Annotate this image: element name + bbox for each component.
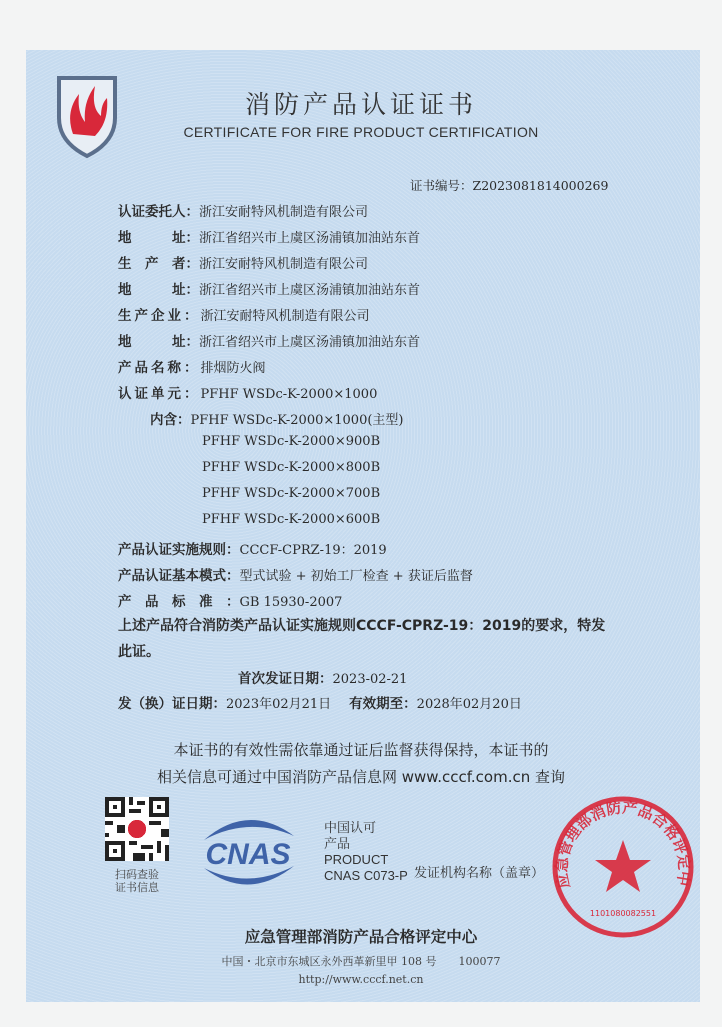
issuing-organization: 应急管理部消防产品合格评定中心 bbox=[244, 928, 478, 946]
qr-caption: 扫码查验 证书信息 bbox=[115, 868, 159, 894]
svg-text:1101080082551: 1101080082551 bbox=[589, 909, 657, 918]
field-label: 地 址： bbox=[118, 334, 199, 350]
field-label: 地 址： bbox=[118, 230, 199, 246]
notice-line-2: 相关信息可通过中国消防产品信息网 www.cccf.com.cn 查询 bbox=[157, 768, 565, 786]
mode-row: 产品认证基本模式：型式试验 + 初始工厂检查 + 获证后监督 bbox=[118, 568, 473, 584]
seal-caption: 发证机构名称（盖章） bbox=[414, 866, 545, 881]
field-row bbox=[118, 330, 420, 350]
field-value: 浙江省绍兴市上虞区汤浦镇加油站东首 bbox=[199, 335, 421, 350]
field-row bbox=[118, 200, 368, 220]
field-row bbox=[118, 278, 420, 298]
field-label: 生产企业： bbox=[118, 308, 201, 324]
cnas-accreditation-text: 中国认可 产品 PRODUCT CNAS C073-P bbox=[324, 820, 408, 883]
valid-until-value: 2028年02月20日 bbox=[416, 697, 522, 712]
field-row bbox=[118, 304, 370, 324]
issue-date-row: 发（换）证日期：2023年02月21日 有效期至：2028年02月20日 bbox=[118, 692, 522, 712]
field-label: 产品名称： bbox=[118, 360, 201, 376]
svg-text:CNAS: CNAS bbox=[205, 838, 291, 871]
official-seal-stamp bbox=[548, 792, 698, 946]
contains-label: 内含： bbox=[150, 412, 191, 428]
cnas-logo bbox=[190, 810, 306, 898]
contains-item: PFHF WSDc-K-2000×900B bbox=[202, 434, 381, 449]
field-row bbox=[118, 356, 266, 376]
contains-row bbox=[150, 408, 403, 428]
valid-until-label: 有效期至： bbox=[349, 696, 417, 712]
field-row bbox=[118, 226, 420, 246]
organization-address: 中国・北京市东城区永外西革新里甲 108 号 100077 bbox=[221, 955, 501, 968]
field-value: 浙江安耐特风机制造有限公司 bbox=[200, 309, 370, 324]
certificate-number bbox=[410, 176, 608, 194]
certificate-title: 消防产品认证证书 bbox=[244, 90, 477, 119]
field-value: 浙江省绍兴市上虞区汤浦镇加油站东首 bbox=[199, 231, 421, 246]
field-label: 认证单元： bbox=[118, 386, 201, 402]
first-issue-row: 首次发证日期：2023-02-21 bbox=[238, 671, 408, 687]
contains-item: PFHF WSDc-K-2000×800B bbox=[202, 460, 381, 475]
statement-line-1: 上述产品符合消防类产品认证实施规则CCCF-CPRZ-19：2019的要求，特发 bbox=[118, 618, 606, 634]
contains-item: PFHF WSDc-K-2000×600B bbox=[202, 512, 381, 527]
svg-text:应急管理部消防产品合格评定中心: 应急管理部消防产品合格评定中 bbox=[552, 798, 694, 890]
organization-url[interactable]: http://www.cccf.net.cn bbox=[298, 973, 424, 986]
field-row bbox=[118, 252, 368, 272]
field-label: 生 产 者： bbox=[118, 256, 199, 272]
field-label: 地 址： bbox=[118, 282, 199, 298]
rules-row: 产品认证实施规则：CCCF-CPRZ-19：2019 bbox=[118, 542, 387, 558]
field-value: 浙江安耐特风机制造有限公司 bbox=[199, 205, 369, 220]
certificate-subtitle: CERTIFICATE FOR FIRE PRODUCT CERTIFICATION bbox=[183, 124, 539, 140]
field-value: 排烟防火阀 bbox=[200, 361, 266, 376]
qr-code-icon[interactable] bbox=[105, 797, 169, 861]
certificate-number-label: 证书编号： bbox=[410, 178, 473, 193]
notice-line-1: 本证书的有效性需依靠通过证后监督获得保持，本证书的 bbox=[173, 741, 549, 759]
field-label: 认证委托人： bbox=[118, 204, 199, 220]
contains-item: PFHF WSDc-K-2000×700B bbox=[202, 486, 381, 501]
certificate-number-value: Z2023081814000269 bbox=[472, 178, 609, 193]
field-row bbox=[118, 382, 377, 402]
field-value: 浙江省绍兴市上虞区汤浦镇加油站东首 bbox=[199, 283, 421, 298]
statement-line-2: 此证。 bbox=[118, 644, 160, 660]
contains-item: PFHF WSDc-K-2000×1000(主型) bbox=[190, 413, 404, 428]
field-value: PFHF WSDc-K-2000×1000 bbox=[200, 387, 378, 402]
standard-row: 产 品 标 准 ：GB 15930-2007 bbox=[118, 594, 343, 610]
field-value: 浙江安耐特风机制造有限公司 bbox=[199, 257, 369, 272]
